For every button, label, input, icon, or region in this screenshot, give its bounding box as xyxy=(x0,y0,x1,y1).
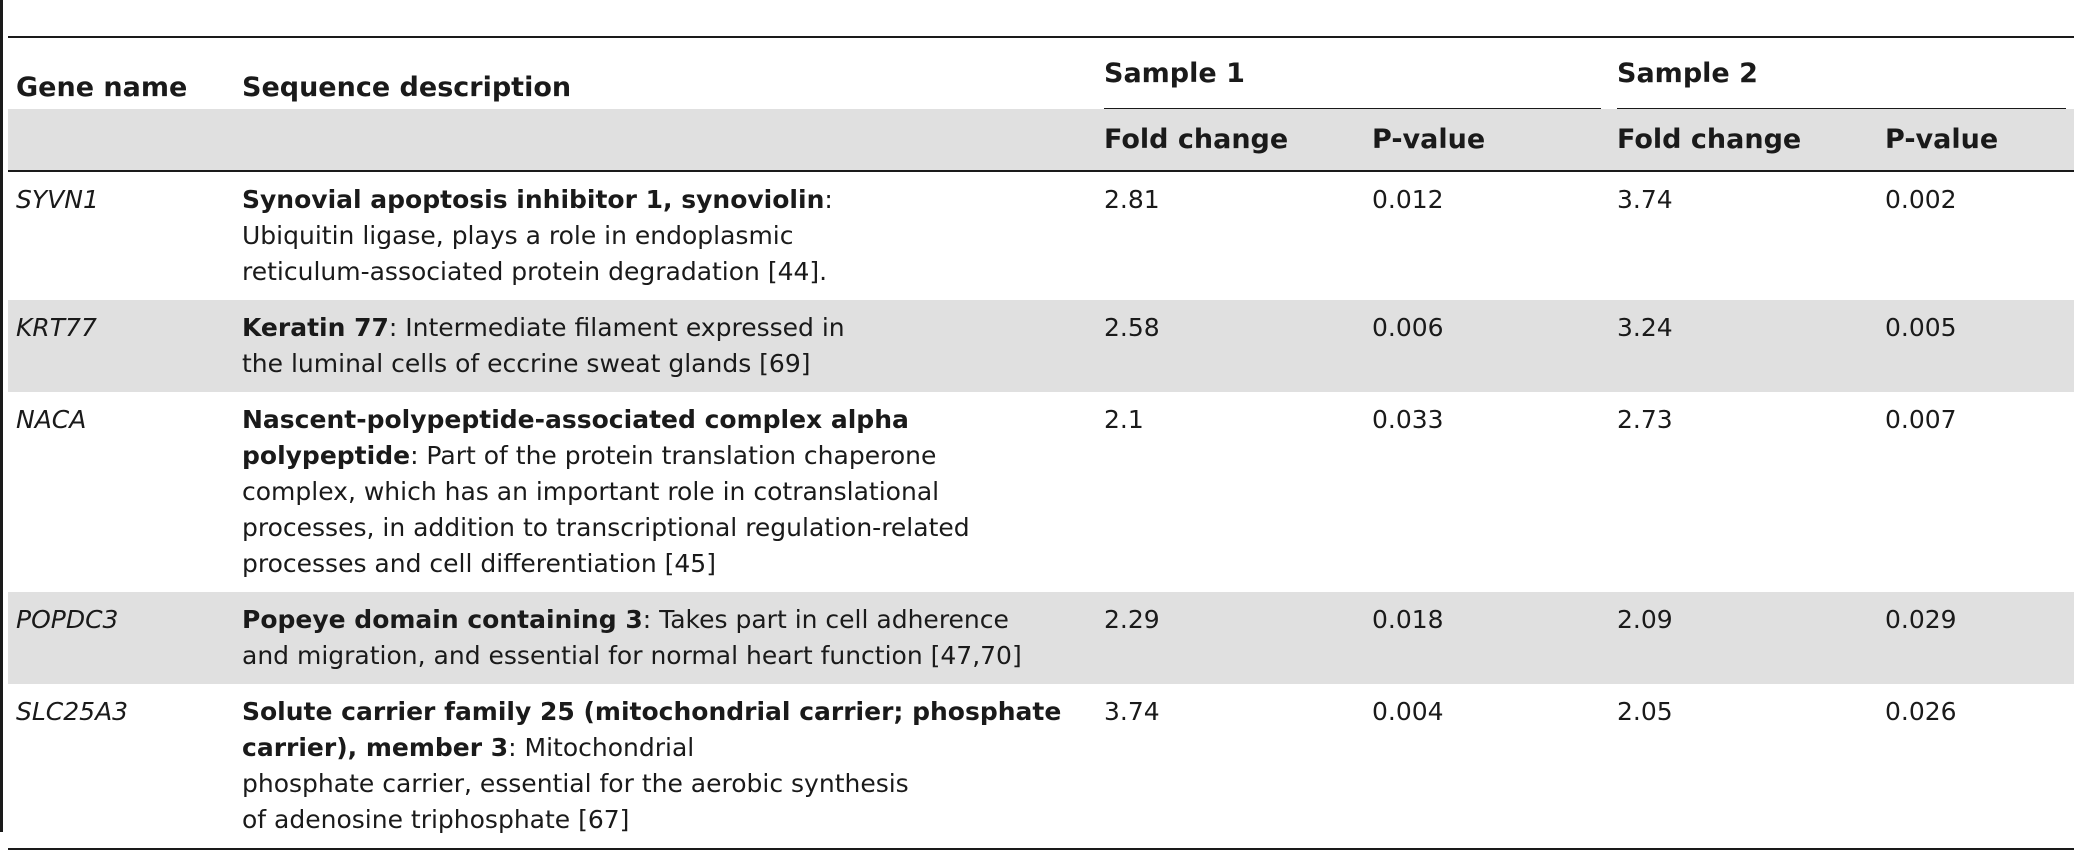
p-value-2-cell: 0.007 xyxy=(1885,405,1957,434)
gene-expression-table xyxy=(8,36,2074,850)
p-value-2-cell: 0.002 xyxy=(1885,185,1957,214)
p-value-2-cell: 0.026 xyxy=(1885,697,1957,726)
gene-name-cell: KRT77 xyxy=(8,300,234,392)
description-cell xyxy=(234,171,1096,300)
p-value-2-cell: 0.005 xyxy=(1877,300,2074,392)
description-title: Popeye domain containing 3 xyxy=(242,605,643,634)
table-row xyxy=(8,171,2074,300)
description-title: Synovial apoptosis inhibitor 1, synoviolin xyxy=(242,185,825,214)
table-body xyxy=(8,171,2074,849)
description-text: : Takes part in cell adherence xyxy=(642,605,1009,634)
header-p-value-2: P-value xyxy=(1877,109,2074,171)
header-row-top xyxy=(8,37,2074,109)
header-sample-1-label: Sample 1 xyxy=(1104,58,1245,89)
fold-change-1-cell: 2.81 xyxy=(1104,185,1160,214)
table-row xyxy=(8,592,2074,684)
fold-change-1-cell: 2.1 xyxy=(1104,405,1144,434)
header-fold-change-1: Fold change xyxy=(1096,109,1364,171)
p-value-1-cell: 0.012 xyxy=(1372,185,1444,214)
header-sample-2-label: Sample 2 xyxy=(1617,58,1758,89)
p-value-2-cell: 0.029 xyxy=(1877,592,2074,684)
left-border-rule xyxy=(0,0,3,832)
fold-change-1-cell: 2.29 xyxy=(1096,592,1364,684)
description-title: Nascent-polypeptide-associated complex alpha polypeptide xyxy=(242,405,909,470)
fold-change-2-cell: 2.05 xyxy=(1617,697,1673,726)
description-cell xyxy=(234,592,1096,684)
description-text: : Intermediate filament expressed in xyxy=(388,313,845,342)
description-cell xyxy=(234,684,1096,849)
header-fold-change-2: Fold change xyxy=(1609,109,1877,171)
gene-name-cell: SYVN1 xyxy=(16,185,99,214)
description-text: and migration, and essential for normal heart function [47,70] xyxy=(242,641,1022,670)
description-title: Solute carrier family 25 (mitochondrial carrier; phosphate carrier), member 3 xyxy=(242,697,1062,762)
fold-change-2-cell: 3.74 xyxy=(1617,185,1673,214)
description-text: the luminal cells of eccrine sweat glands [69] xyxy=(242,349,811,378)
header-blank-desc xyxy=(234,109,1096,171)
table-row xyxy=(8,684,2074,849)
header-sample-1 xyxy=(1096,37,1609,109)
description-text: reticulum-associated protein degradation [44]. xyxy=(242,257,828,286)
header-sequence-description: Sequence description xyxy=(234,37,1096,109)
fold-change-1-cell: 2.58 xyxy=(1096,300,1364,392)
sample-1-rule xyxy=(1104,108,1601,109)
description-text: phosphate carrier, essential for the aerobic synthesis xyxy=(242,769,909,798)
fold-change-1-cell: 3.74 xyxy=(1104,697,1160,726)
p-value-1-cell: 0.033 xyxy=(1372,405,1444,434)
p-value-1-cell: 0.004 xyxy=(1372,697,1444,726)
table-row xyxy=(8,300,2074,392)
description-text: : Part of the protein translation chaperone xyxy=(410,441,937,470)
description-cell xyxy=(234,300,1096,392)
description-text: processes and cell differentiation [45] xyxy=(242,549,716,578)
description-text: of adenosine triphosphate [67] xyxy=(242,805,630,834)
fold-change-2-cell: 3.24 xyxy=(1609,300,1877,392)
fold-change-2-cell: 2.73 xyxy=(1617,405,1673,434)
table-header xyxy=(8,37,2074,171)
gene-name-cell: POPDC3 xyxy=(8,592,234,684)
description-text: : Mitochondrial xyxy=(508,733,695,762)
description-text: complex, which has an important role in cotranslational xyxy=(242,477,940,506)
header-sample-2 xyxy=(1609,37,2074,109)
description-cell xyxy=(234,392,1096,592)
header-blank-gene xyxy=(8,109,234,171)
sample-2-rule xyxy=(1617,108,2066,109)
description-text: processes, in addition to transcriptional regulation-related xyxy=(242,513,970,542)
fold-change-2-cell: 2.09 xyxy=(1609,592,1877,684)
p-value-1-cell: 0.006 xyxy=(1364,300,1609,392)
p-value-1-cell: 0.018 xyxy=(1364,592,1609,684)
description-text: : xyxy=(824,185,833,214)
table-row xyxy=(8,392,2074,592)
description-title: Keratin 77 xyxy=(242,313,389,342)
header-gene-name: Gene name xyxy=(8,37,234,109)
header-p-value-1: P-value xyxy=(1364,109,1609,171)
header-row-sub xyxy=(8,109,2074,171)
gene-name-cell: SLC25A3 xyxy=(16,697,129,726)
description-text: Ubiquitin ligase, plays a role in endoplasmic xyxy=(242,221,794,250)
gene-name-cell: NACA xyxy=(16,405,87,434)
